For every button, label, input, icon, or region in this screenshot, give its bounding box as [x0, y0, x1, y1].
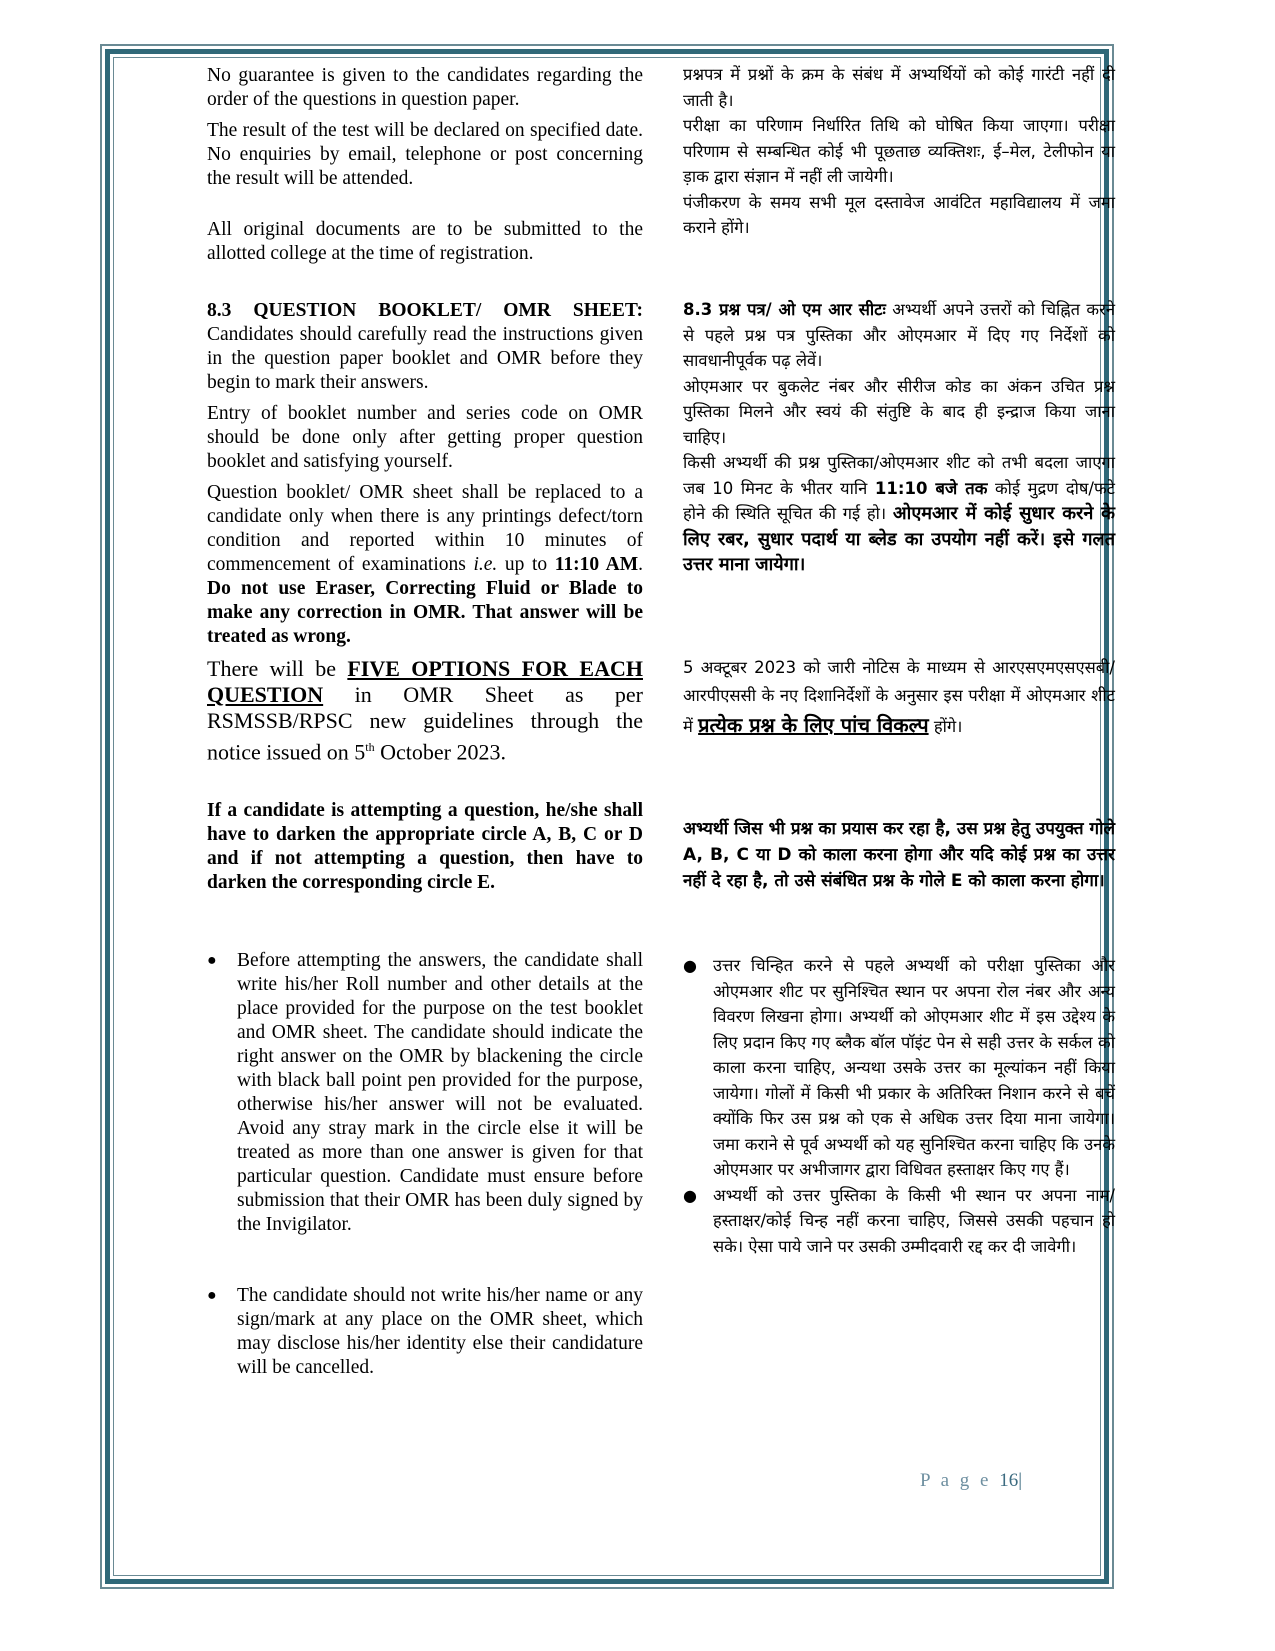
hindi-documents-paragraph: पंजीकरण के समय सभी मूल दस्तावेज आवंटित महाविद्यालय में जमा कराने होंगे।	[683, 192, 1115, 237]
english-attempt-block	[207, 799, 643, 902]
hindi-s83-booklet-entry: ओएमआर पर बुकलेट नंबर और सीरीज कोड का अंकन उचित प्रश्न पुस्तिका मिलने और स्वयं की संतुष्टि के बाद ही इन्द्राज किया जाना चाहिए।	[683, 376, 1115, 447]
bullet-dot-icon: ●	[683, 956, 697, 975]
english-attempt-paragraph: If a candidate is attempting a question, he/she shall have to darken the appropriate circle A, B, C or D and if not attempting a question, then have to darken the corresponding circle E.	[207, 800, 643, 893]
english-s83-booklet-entry: Entry of booklet number and series code on OMR should be done only after getting proper question booklet and satisfying yourself.	[207, 403, 643, 472]
hindi-s83-instructions: अभ्यर्थी अपने उत्तरों को चिह्नित करने से पहले प्रश्न पत्र पुस्तिका और ओएमआर में दिए गए निर्देशों को सावधानीपूर्वक पढ़ लेवें।	[683, 300, 1115, 370]
hindi-section-83	[683, 297, 1115, 585]
hindi-result-paragraph: परीक्षा का परिणाम निर्धारित तिथि को घोषित किया जाएगा। परीक्षा परिणाम से सम्बन्धित कोई भी पूछताछ व्यक्तिशः, ई–मेल, टेलीफोन या ड़ाक द्वारा संज्ञान में नहीं ली जायेगी।	[683, 116, 1115, 186]
bullet-dot-icon: ●	[683, 1185, 697, 1205]
english-section-83	[207, 299, 643, 656]
english-question-order-paragraph: No guarantee is given to the candidates regarding the order of the questions in question paper.	[207, 65, 643, 110]
page-label: P a g e	[920, 1470, 992, 1491]
english-eraser-warning: Do not use Eraser, Correcting Fluid or Blade to make any correction in OMR. That answer will be treated as wrong.	[207, 578, 643, 647]
hindi-five-options-paragraph: 5 अक्टूबर 2023 को जारी नोटिस के माध्यम से आरएसएमएसएसबी/आरपीएससी के नए दिशानिर्देशों के अनुसार इस परीक्षा में ओएमआर शीट में प्रत्येक प्रश्न के लिए पांच विकल्प होंगे।	[683, 658, 1115, 737]
hindi-intro-block	[683, 62, 1115, 248]
hindi-five-options-emphasis: प्रत्येक प्रश्न के लिए पांच विकल्प	[698, 713, 929, 737]
english-five-options-block	[207, 656, 643, 772]
english-s83-replacement: Question booklet/ OMR sheet shall be replaced to a candidate only when there is any printings defect/torn condition and reported within 10 minutes of commencement of examinations i.e. up to 11:10 AM. Do not use Eraser, Correcting Fluid or Blade to make any correction in OMR. That answer will be treated as wrong.	[207, 482, 643, 647]
bullet-dot-icon: ●	[207, 952, 217, 969]
english-bullet-identity: ● The candidate should not write his/her name or any sign/mark at any place on the OMR sheet, which may disclose his/her identity else their candidature will be cancelled.	[207, 1285, 643, 1378]
page-separator: |	[1018, 1470, 1023, 1491]
hindi-s83-replacement: किसी अभ्यर्थी की प्रश्न पुस्तिका/ओएमआर शीट को तभी बदला जाएगा जब 10 मिनट के भीतर यानि 11:10 बजे तक कोई मुद्रण दोष/फटे होने की स्थिति सूचित की गई हो। ओएमआर में कोई सुधार करने के लिए रबर, सुधार पदार्थ या ब्लेड का उपयोग नहीं करें। इसे गलत उत्तर माना जायेगा।	[683, 453, 1115, 575]
hindi-bullet-identity: ● अभ्यर्थी को उत्तर पुस्तिका के किसी भी स्थान पर अपना नाम/हस्ताक्षर/कोई चिन्ह नहीं करना चाहिए, जिससे उसकी पहचान हो सके। ऐसा पाये जाने पर उसकी उम्मीदवारी रद्द कर दी जावेगी।	[683, 1183, 1115, 1260]
five-options-emphasis: FIVE OPTIONS FOR EACH QUESTION	[207, 656, 643, 707]
hindi-eraser-warning: ओएमआर में कोई सुधार करने के लिए रबर, सुधार पदार्थ या ब्लेड का उपयोग नहीं करें। इसे गलत उत्तर माना जायेगा।	[683, 503, 1115, 575]
english-intro-block	[207, 64, 643, 198]
hindi-bullet-roll-number: ● उत्तर चिन्हित करने से पहले अभ्यर्थी को परीक्षा पुस्तिका और ओएमआर शीट पर सुनिश्चित स्थान पर अपना रोल नंबर और अन्य विवरण लिखना होगा। अभ्यर्थी को ओएमआर शीट में इस उद्देश्य के लिए प्रदान किए गए ब्लैक बॉल पॉइंट पेन से सही उत्तर के सर्कल को काला करना चाहिए, अन्यथा उसके उत्तर का मूल्यांकन नहीं किया जायेगा। गोलों में किसी भी प्रकार के अतिरिक्त निशान करने से बचें क्योंकि फिर उस प्रश्न को एक से अधिक उत्तर दिया माना जायेगा। जमा कराने से पूर्व अभ्यर्थी को यह सुनिश्चित करना चाहिए कि उनके ओएमआर पर अभीजागर द्वारा विधिवत हस्ताक्षर किए गए हैं।	[683, 953, 1115, 1183]
english-documents-paragraph: All original documents are to be submitted to the allotted college at the time of registration.	[207, 219, 643, 264]
english-result-paragraph: The result of the test will be declared on specified date. No enquiries by email, telephone or post concerning the result will be attended.	[207, 120, 643, 189]
english-bullet-roll-number: ● Before attempting the answers, the candidate shall write his/her Roll number and other details at the place provided for the purpose on the test booklet and OMR sheet. The candidate should indicate the right answer on the OMR by blackening the circle with black ball point pen provided for the purpose, otherwise his/her answer will not be evaluated. Avoid any stray mark in the circle else it will be treated as more than one answer is given for that particular question. Candidate must ensure before submission that their OMR has been duly signed by the Invigilator.	[207, 950, 643, 1235]
english-bullet-list-1	[207, 949, 643, 1237]
hindi-attempt-paragraph: अभ्यर्थी जिस भी प्रश्न का प्रयास कर रहा है, उस प्रश्न हेतु उपयुक्त गोले A, B, C या D को काला करना होगा और यदि कोई प्रश्न का उत्तर नहीं दे रहा है, तो उसे संबंधित प्रश्न के गोले E को काला करना होगा।	[683, 819, 1115, 891]
english-s83-instructions: Candidates should carefully read the instructions given in the question paper booklet and OMR before they begin to mark their answers.	[207, 324, 643, 393]
page-number: 16	[999, 1470, 1019, 1491]
page-footer	[920, 1470, 1022, 1492]
hindi-five-options-block	[683, 654, 1115, 748]
english-five-options-paragraph: There will be FIVE OPTIONS FOR EACH QUESTION in OMR Sheet as per RSMSSB/RPSC new guidelines through the notice issued on 5th October 2023.	[207, 656, 643, 765]
english-documents-block	[207, 218, 643, 273]
hindi-bullet-list	[683, 953, 1115, 1259]
hindi-section-83-heading: 8.3 प्रश्न पत्र/ ओ एम आर सीटः	[683, 300, 886, 319]
hindi-attempt-block	[683, 816, 1115, 901]
bullet-dot-icon: ●	[207, 1287, 217, 1304]
section-83-heading: 8.3 QUESTION BOOKLET/ OMR SHEET:	[207, 300, 643, 321]
english-bullet-list-2	[207, 1284, 643, 1380]
hindi-question-order-paragraph: प्रश्नपत्र में प्रश्नों के क्रम के संबंध में अभ्यर्थियों को कोई गारंटी नहीं दी जाती है।	[683, 65, 1115, 110]
